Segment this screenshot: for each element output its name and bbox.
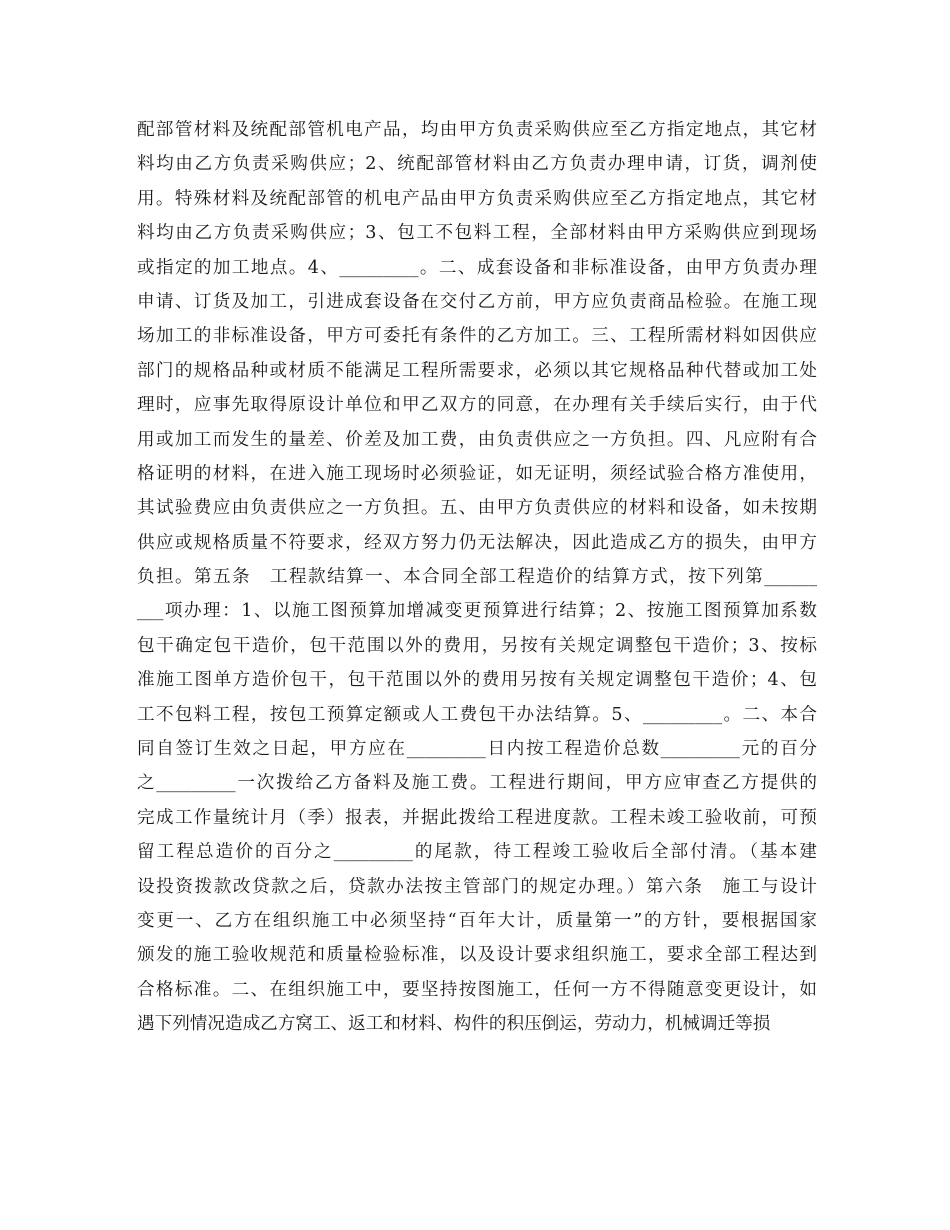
- text-line: 部门的规格品种或材质不能满足工程所需要求，必须以其它规格品种代替或加工处: [137, 360, 817, 381]
- text-line: 颁发的施工验收规范和质量检验标准，以及设计要求组织施工，要求全部工程达到: [137, 945, 817, 966]
- text-line: 合格标准。二、在组织施工中，要坚持按图施工，任何一方不得随意变更设计，如: [137, 979, 817, 1000]
- text-line: 用。特殊材料及统配部管的机电产品由甲方负责采购供应至乙方指定地点，其它材: [137, 188, 817, 209]
- text-line: 同自签订生效之日起，甲方应在_________日内按工程造价总数_________元的百分: [137, 739, 817, 760]
- text-line: 料均由乙方负责采购供应；3、包工不包料工程，全部材料由甲方采购供应到现场: [137, 223, 817, 244]
- text-line: 其试验费应由负责供应之一方负担。五、由甲方负责供应的材料和设备，如未按期: [137, 498, 817, 519]
- text-line: 格证明的材料，在进入施工现场时必须验证，如无证明，须经试验合格方准使用，: [137, 463, 817, 484]
- text-line: 变更一、乙方在组织施工中必须坚持“百年大计，质量第一”的方针，要根据国家: [137, 910, 817, 931]
- text-line: 负担。第五条 工程款结算一、本合同全部工程造价的结算方式，按下列第______: [137, 567, 817, 588]
- contract-body-text: [137, 113, 817, 1042]
- text-line: 料均由乙方负责采购供应；2、统配部管材料由乙方负责办理申请，订货，调剂使: [137, 154, 817, 175]
- text-line: 完成工作量统计月（季）报表，并据此拨给工程进度款。工程未竣工验收前，可预: [137, 807, 817, 828]
- text-line: 场加工的非标准设备，甲方可委托有条件的乙方加工。三、工程所需材料如因供应: [137, 326, 817, 347]
- text-line: 或指定的加工地点。4、_________。二、成套设备和非标准设备，由甲方负责办理: [137, 257, 817, 278]
- text-line: 用或加工而发生的量差、价差及加工费，由负责供应之一方负担。四、凡应附有合: [137, 429, 817, 450]
- text-line: 理时，应事先取得原设计单位和甲乙双方的同意，在办理有关手续后实行，由于代: [137, 395, 817, 416]
- text-line: 申请、订货及加工，引进成套设备在交付乙方前，甲方应负责商品检验。在施工现: [137, 291, 817, 312]
- text-line: 准施工图单方造价包干，包干范围以外的费用另按有关规定调整包干造价；4、包: [137, 670, 817, 691]
- text-line: 供应或规格质量不符要求，经双方努力仍无法解决，因此造成乙方的损失，由甲方: [137, 532, 817, 553]
- text-line: ___项办理：1、以施工图预算加增减变更预算进行结算；2、按施工图预算加系数: [137, 601, 817, 622]
- text-line: 设投资拨款改贷款之后，贷款办法按主管部门的规定办理。）第六条 施工与设计: [137, 876, 817, 897]
- text-line: 包干确定包干造价，包干范围以外的费用，另按有关规定调整包干造价；3、按标: [137, 635, 817, 656]
- text-line: 留工程总造价的百分之_________的尾款，待工程竣工验收后全部付清。（基本建: [137, 842, 817, 863]
- text-line: 之_________一次拨给乙方备料及施工费。工程进行期间，甲方应审查乙方提供的: [137, 773, 817, 794]
- text-line: 工不包料工程，按包工预算定额或人工费包干办法结算。5、_________。二、本合: [137, 704, 817, 725]
- text-line: 配部管材料及统配部管机电产品，均由甲方负责采购供应至乙方指定地点，其它材: [137, 120, 817, 140]
- text-line: 遇下列情况造成乙方窝工、返工和材料、构件的积压倒运，劳动力，机械调迁等损: [137, 1014, 771, 1035]
